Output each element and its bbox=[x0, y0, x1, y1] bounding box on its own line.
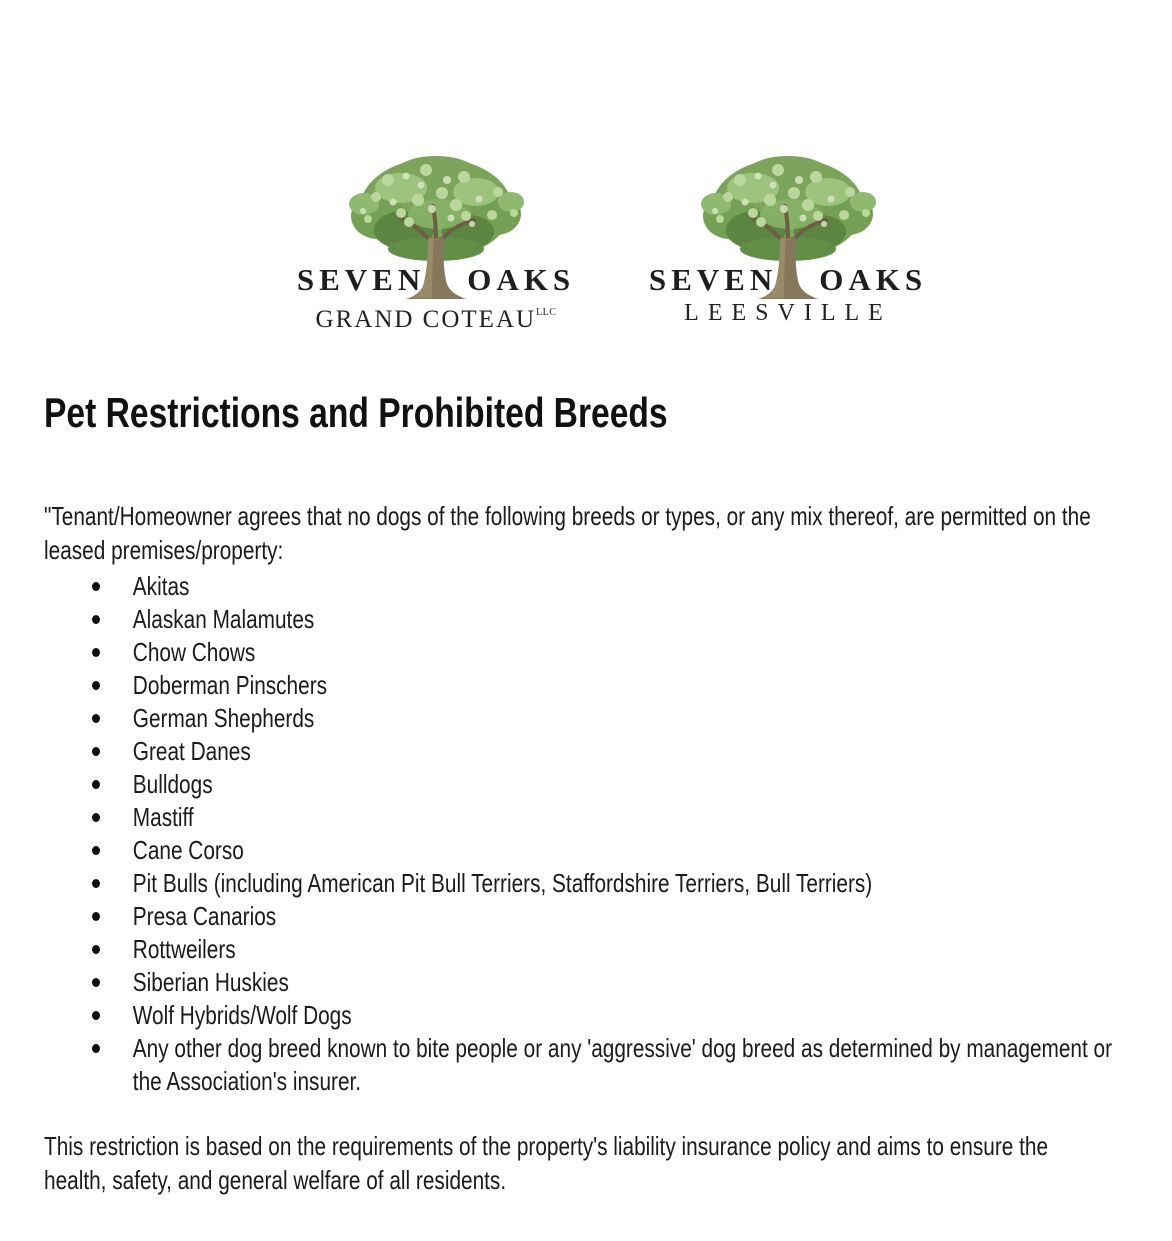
breed-name: Chow Chows bbox=[132, 637, 256, 667]
breed-name: Mastiff bbox=[132, 802, 194, 832]
breed-list-item bbox=[44, 1032, 1113, 1098]
breed-name: German Shepherds bbox=[132, 703, 315, 733]
breed-name: Presa Canarios bbox=[132, 901, 277, 931]
document-body bbox=[44, 389, 1113, 1197]
breed-list-item bbox=[44, 999, 1113, 1032]
closing-paragraph: This restriction is based on the requirements of the property's liability insurance policy and aims to ensure the health, safety, and general welfare of all residents. bbox=[44, 1131, 1049, 1195]
llc-superscript: LLC bbox=[536, 307, 557, 318]
breed-name: Any other dog breed known to bite people or any 'aggressive' dog breed as determined by management or the Association's insurer. bbox=[132, 1033, 1113, 1096]
breed-list-item bbox=[44, 867, 1113, 900]
breed-name: Doberman Pinschers bbox=[132, 670, 328, 700]
breed-name: Akitas bbox=[132, 571, 190, 601]
breed-list-item bbox=[44, 768, 1113, 801]
breed-list-item bbox=[44, 933, 1113, 966]
logo-word-oaks: OAKS bbox=[819, 262, 928, 297]
logo-word-seven: SEVEN bbox=[296, 262, 426, 297]
logo-subtitle-text: LEESVILLE bbox=[684, 300, 892, 326]
breed-name: Wolf Hybrids/Wolf Dogs bbox=[132, 1000, 352, 1030]
breed-list-item bbox=[44, 669, 1113, 702]
logo-word-oaks: OAKS bbox=[467, 262, 576, 297]
breed-name: Alaskan Malamutes bbox=[132, 604, 315, 634]
prohibited-breeds-list bbox=[44, 570, 1113, 1098]
breed-list-item bbox=[44, 801, 1113, 834]
breed-name: Siberian Huskies bbox=[132, 967, 289, 997]
logo-seven-oaks-leesville bbox=[648, 152, 928, 335]
logo-word-seven: SEVEN bbox=[648, 262, 778, 297]
breed-list-item bbox=[44, 702, 1113, 735]
logo-wordmark bbox=[648, 262, 928, 298]
breed-name: Cane Corso bbox=[132, 835, 244, 865]
breed-list-item bbox=[44, 966, 1113, 999]
breed-list-item bbox=[44, 735, 1113, 768]
logo-subtitle bbox=[684, 298, 892, 328]
logo-subtitle bbox=[316, 298, 557, 335]
breed-name: Pit Bulls (including American Pit Bull Terriers, Staffordshire Terriers, Bull Terriers) bbox=[132, 868, 873, 898]
breed-list-item bbox=[44, 834, 1113, 867]
breed-name: Rottweilers bbox=[132, 934, 236, 964]
logos-row bbox=[0, 0, 1172, 335]
breed-name: Great Danes bbox=[132, 736, 251, 766]
breed-list-item bbox=[44, 636, 1113, 669]
logo-wordmark bbox=[296, 262, 576, 298]
logo-subtitle-text: GRAND COTEAU bbox=[315, 306, 537, 333]
intro-paragraph: "Tenant/Homeowner agrees that no dogs of the following breeds or types, or any mix thereof, are permitted on the leased premises/property: bbox=[44, 501, 1091, 565]
breed-list-item bbox=[44, 900, 1113, 933]
breed-list-item bbox=[44, 570, 1113, 603]
page-title: Pet Restrictions and Prohibited Breeds bbox=[44, 389, 668, 436]
breed-name: Bulldogs bbox=[132, 769, 213, 799]
logo-seven-oaks-grand-coteau bbox=[296, 152, 576, 335]
breed-list-item bbox=[44, 603, 1113, 636]
